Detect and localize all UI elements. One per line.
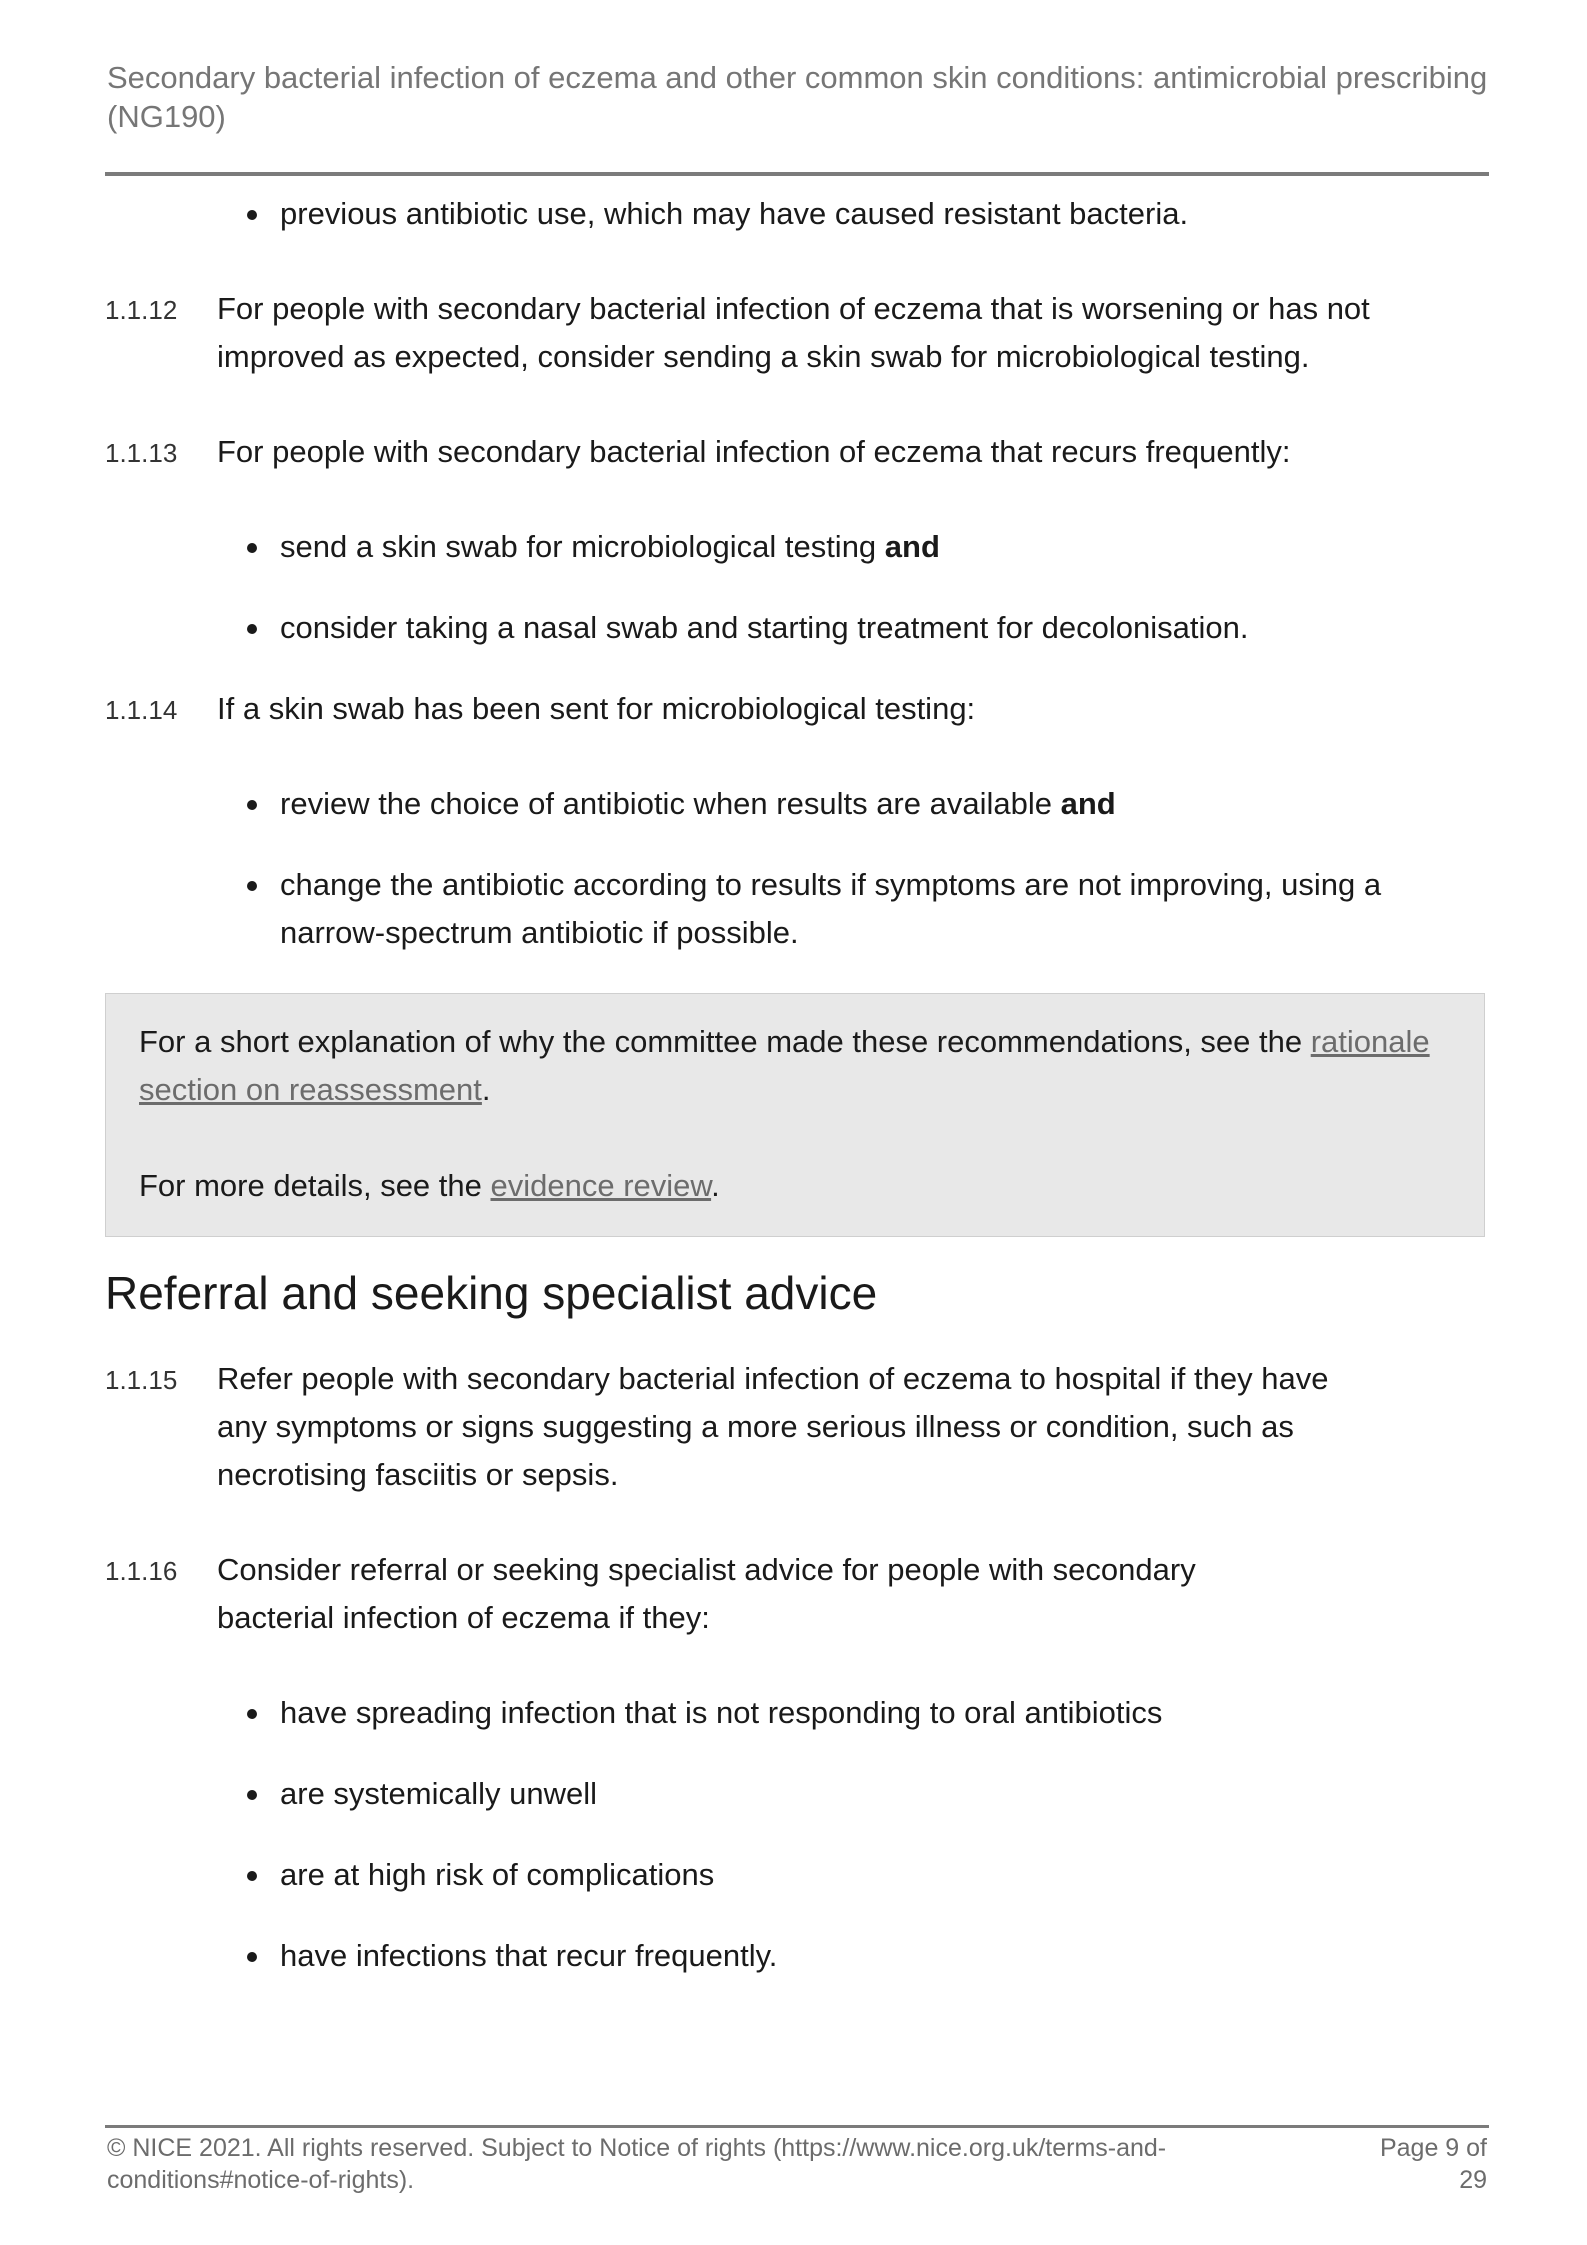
evidence-text-prefix: For more details, see the — [139, 1168, 491, 1203]
conjunction-bold: and — [884, 529, 940, 564]
punctuation: . — [481, 1072, 491, 1107]
rationale-box — [105, 993, 1485, 1237]
recommendation-1-1-14-bullets — [105, 780, 1485, 957]
recommendation-1-1-13-bullets — [105, 523, 1485, 652]
list-item: are at high risk of complications — [105, 1851, 1485, 1899]
recommendation-1-1-15 — [105, 1355, 1485, 1499]
recommendation-number: 1.1.13 — [105, 438, 178, 468]
list-item: previous antibiotic use, which may have caused resistant bacteria. — [105, 190, 1485, 238]
list-item-text: send a skin swab for microbiological testing — [280, 529, 885, 564]
recommendation-text: For people with secondary bacterial infection of eczema that is worsening or has not improved as expected, consider sending a skin swab for microbiological testing. — [217, 291, 1370, 374]
list-item — [105, 523, 1485, 571]
list-item: change the antibiotic according to results if symptoms are not improving, using a narrow-spectrum antibiotic if possible. — [105, 861, 1390, 957]
recommendation-number: 1.1.16 — [105, 1556, 178, 1586]
recommendation-number: 1.1.14 — [105, 695, 178, 725]
rationale-text-prefix: For a short explanation of why the committee made these recommendations, see the — [139, 1024, 1311, 1059]
list-item: have infections that recur frequently. — [105, 1932, 1485, 1980]
list-item-text: review the choice of antibiotic when results are available — [280, 786, 1061, 821]
recommendation-1-1-14 — [105, 685, 1485, 733]
rationale-link[interactable]: rationale section on reassessment — [139, 1024, 1430, 1107]
page-number: Page 9 of 29 — [1379, 2134, 1487, 2194]
recommendation-1-1-13 — [105, 428, 1485, 476]
recommendation-text: Consider referral or seeking specialist advice for people with secondary bacterial infection of eczema if they: — [217, 1552, 1196, 1635]
footer-divider — [105, 2125, 1489, 2128]
conjunction-bold: and — [1060, 786, 1116, 821]
list-item: consider taking a nasal swab and starting treatment for decolonisation. — [105, 604, 1485, 652]
main-content — [105, 190, 1485, 2013]
recommendation-text: If a skin swab has been sent for microbiological testing: — [217, 691, 976, 726]
section-heading: Referral and seeking specialist advice — [105, 1267, 878, 1319]
list-item: are systemically unwell — [105, 1770, 1485, 1818]
evidence-text — [139, 1162, 1452, 1210]
recommendation-number: 1.1.12 — [105, 295, 178, 325]
footer-copyright: © NICE 2021. All rights reserved. Subject to Notice of rights (https://www.nice.org.uk/terms-and-conditions#notice-of-rights). — [107, 2134, 1167, 2194]
recommendation-1-1-16 — [105, 1546, 1485, 1642]
list-item: have spreading infection that is not responding to oral antibiotics — [105, 1689, 1485, 1737]
document-title-header: Secondary bacterial infection of eczema and other common skin conditions: antimicrobial prescribing (NG190) — [107, 60, 1488, 134]
recommendation-number: 1.1.15 — [105, 1365, 178, 1395]
recommendation-text: For people with secondary bacterial infection of eczema that recurs frequently: — [217, 434, 1291, 469]
recommendation-1-1-12 — [105, 285, 1485, 381]
punctuation: . — [711, 1168, 720, 1203]
continued-bullet-list — [105, 190, 1485, 238]
evidence-review-link[interactable]: evidence review — [490, 1168, 712, 1203]
recommendation-text: Refer people with secondary bacterial infection of eczema to hospital if they have any symptoms or signs suggesting a more serious illness or condition, such as necrotising fasciitis or sepsis. — [217, 1361, 1329, 1492]
header-divider — [105, 172, 1489, 176]
rationale-text — [139, 1018, 1452, 1114]
list-item — [105, 780, 1485, 828]
recommendation-1-1-16-bullets — [105, 1689, 1485, 1980]
